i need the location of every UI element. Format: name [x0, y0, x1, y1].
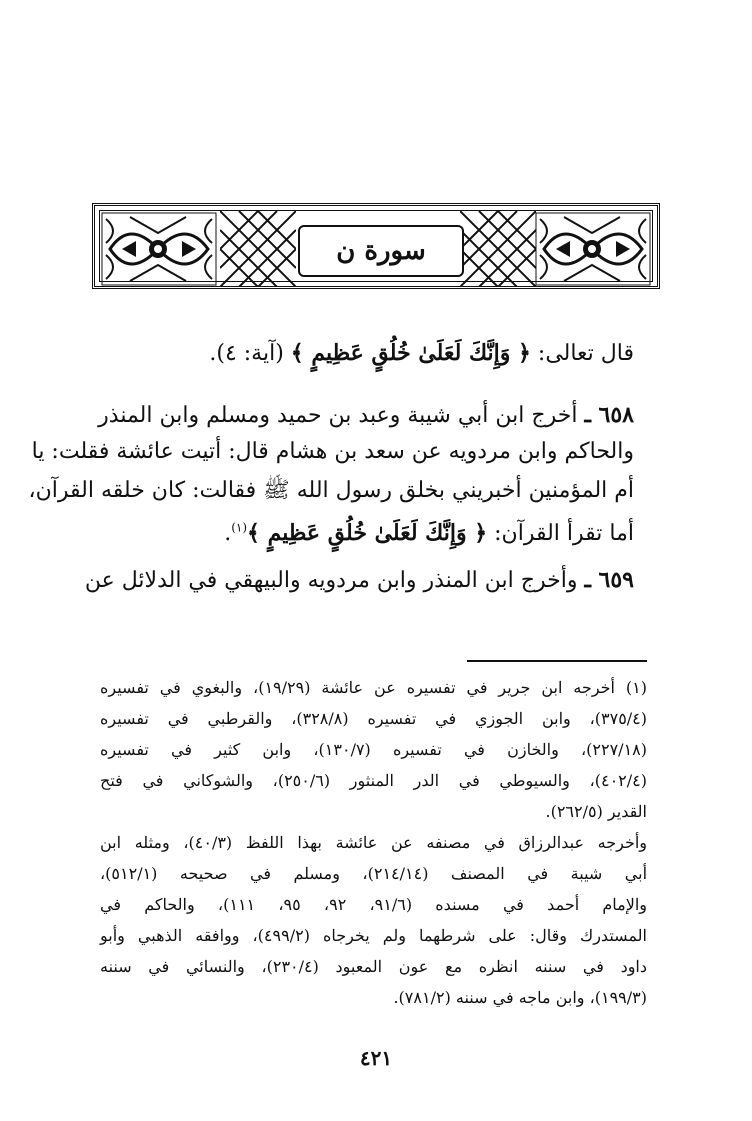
arabesque-ornament-right-icon [534, 211, 652, 287]
hadith-658-line-1 [98, 402, 634, 428]
footnote-line: (٣٧٥/٤)، وابن الجوزي في تفسيره (٣٢٨/٨)، والقرطبي في تفسيره [100, 709, 648, 728]
verse-reference: (آية: ٤). [209, 341, 284, 366]
footnote-marker-1: (١) [231, 520, 248, 535]
footnote-line: والإمام أحمد في مسنده (٩١/٦، ٩٢، ٩٥، ١١١)، والحاكم في [100, 895, 648, 914]
hadith-658-line-2: والحاكم وابن مردويه عن سعد بن هشام قال: أتيت عائشة فقلت: يا [31, 439, 634, 464]
hadith-658-text-4: أما تقرأ القرآن: [494, 521, 634, 546]
verse-intro: قال تعالى: [537, 341, 634, 366]
hadith-658-number: ٦٥٨ ـ [584, 402, 634, 428]
footnote-line: (١٩٩/٣)، وابن ماجه في سننه (٧٨١/٢). [393, 988, 647, 1007]
surah-title: سورة ن [336, 236, 426, 266]
hadith-659-line-1 [84, 567, 634, 593]
page-number: ٤٢١ [359, 1046, 393, 1070]
lattice-pattern-left-icon [220, 211, 296, 287]
surah-header-frame [92, 203, 660, 289]
hadith-658-line-4 [224, 520, 634, 546]
footnote-separator [467, 660, 647, 662]
hadith-659-text-1: وأخرج ابن المنذر وابن مردويه والبيهقي في الدلائل عن [84, 568, 578, 593]
hadith-658-text-1: أخرج ابن أبي شيبة وعبد بن حميد ومسلم وابن المنذر [98, 403, 578, 428]
footnote-line: وأخرجه عبدالرزاق في مصنفه عن عائشة بهذا اللفظ (٤٠/٣)، ومثله ابن [100, 833, 648, 852]
footnote-line: (٢٢٧/١٨)، والخازن في تفسيره (١٣٠/٧)، وابن كثير في تفسيره [100, 740, 647, 759]
footnote-line: أبي شيبة في المصنف (٢١٤/١٤)، ومسلم في صحيحه (٥١٢/١)، [100, 864, 648, 883]
footnote-line: القدير (٢٦٢/٥). [545, 802, 647, 821]
lattice-pattern-right-icon [460, 211, 536, 287]
verse-line [209, 340, 634, 366]
footnote-line: (١) أخرجه ابن جرير في تفسيره عن عائشة (١٩/٢٩)، والبغوي في تفسيره [100, 678, 647, 697]
surah-title-box [298, 225, 464, 277]
surah-header-inner-border [99, 210, 653, 282]
footnote-line: المستدرك وقال: على شرطهما ولم يخرجاه (٤٩٩/٢)، ووافقه الذهبي وأبو [100, 926, 647, 945]
footnote-line: (٤٠٢/٤)، والسيوطي في الدر المنثور (٢٥٠/٦)، والشوكاني في فتح [100, 771, 647, 790]
verse-text: ﴿ وَإِنَّكَ لَعَلَىٰ خُلُقٍ عَظِيمٍ ﴾ [290, 340, 531, 366]
footnote-line: داود في سننه انظره مع عون المعبود (٢٣٠/٤)، والنسائي في سننه [100, 957, 647, 976]
arabesque-ornament-left-icon [100, 211, 218, 287]
hadith-659-number: ٦٥٩ ـ [584, 567, 634, 593]
hadith-658-verse: ﴿ وَإِنَّكَ لَعَلَىٰ خُلُقٍ عَظِيمٍ ﴾ [247, 520, 488, 546]
hadith-658-end: . [224, 521, 232, 546]
hadith-658-line-3: أم المؤمنين أخبريني بخلق رسول الله ﷺ فقالت: كان خلقه القرآن، [28, 478, 634, 503]
